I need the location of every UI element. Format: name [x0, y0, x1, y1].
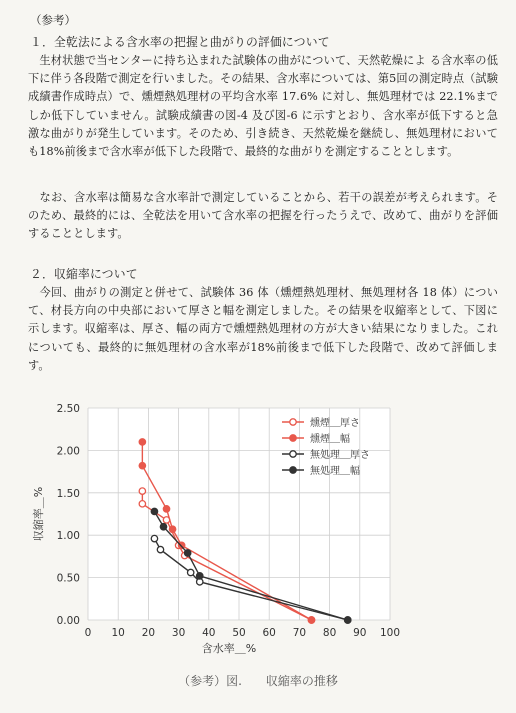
shrinkage-chart [34, 392, 414, 654]
x-tick-label: 70 [292, 627, 307, 639]
data-point [157, 546, 163, 552]
shrinkage-chart-svg [34, 392, 414, 654]
section1-paragraph-2: なお、含水率は簡易な含水率計で測定していることから、若干の誤差が考えられます。そのため、最終的には、全乾法を用いて含水率の把握を行ったうえで、改めて、曲がりを評価することとします。 [28, 191, 498, 241]
data-point [187, 569, 193, 575]
data-point [139, 439, 145, 445]
y-tick-label: 2.00 [56, 445, 80, 458]
section2-paragraph-1: 今回、曲がりの測定と併せて、試験体 36 体（燻煙熱処理材、無処理材各 18 体）について、材長方向の中央部において厚さと幅を測定しました。その結果を収縮率として、下図に示します。収縮率は、厚さ、幅の両方で燻煙熱処理材の方が大きい結果になりました。これについても、最終的に無処理材の含水率が18%前後まで低下した段階で、改めて評価します。 [28, 286, 498, 372]
data-point [169, 526, 175, 532]
legend-label: 燻煙＿厚さ [310, 418, 360, 429]
x-tick-label: 40 [202, 627, 216, 639]
section1-heading: １．全乾法による含水率の把握と曲がりの評価について [30, 35, 330, 49]
legend-marker [290, 435, 296, 441]
data-point [139, 488, 145, 494]
legend-label: 無処理＿幅 [310, 466, 360, 477]
data-point [163, 506, 169, 512]
x-tick-label: 0 [84, 627, 92, 639]
data-point [345, 617, 351, 623]
legend-marker [290, 451, 296, 457]
y-tick-label: 0.50 [56, 572, 80, 585]
x-tick-label: 20 [141, 627, 156, 639]
x-tick-label: 10 [111, 627, 125, 639]
data-point [151, 508, 157, 514]
y-tick-label: 2.50 [56, 403, 80, 415]
data-point [197, 573, 203, 579]
section2-heading: ２．収縮率について [30, 267, 138, 281]
x-tick-label: 90 [353, 627, 367, 639]
data-point [160, 524, 166, 530]
x-tick-label: 100 [379, 627, 401, 639]
legend-marker [290, 419, 296, 425]
y-tick-label: 0.00 [56, 615, 80, 627]
y-tick-label: 1.50 [56, 487, 80, 500]
x-tick-label: 50 [232, 627, 246, 639]
legend-label: 燻煙＿幅 [310, 434, 350, 445]
figure-caption: （参考）図. 収縮率の推移 [178, 674, 338, 688]
section1-paragraph-1: 生材状態で当センターに持ち込まれた試験体の曲がについて、天然乾燥によ る含水率の低下に伴う各段階で測定を行いました。その結果、含水率については、第5回の測定時点（試験成績書作成時点）で、燻煙熱処理材の平均含水率 17.6% に対し、無処理材では 22.1%までしか低下していません。試験成績書の図-4 及び図-6 に示すとおり、含水率が低下すると急激な曲がりが発生しています。そのため、引き続き、天然乾燥を継続し、無処理材においても18%前後まで含水率が低下した段階で、最終的な曲がりを測定することとします。 [28, 54, 498, 159]
data-point [139, 462, 145, 468]
data-point [184, 550, 190, 556]
y-axis-title: 収縮率＿% [32, 486, 45, 542]
data-point [308, 617, 314, 623]
legend-label: 無処理＿厚さ [310, 450, 370, 461]
x-tick-label: 30 [171, 627, 186, 639]
reference-label: （参考） [30, 13, 76, 27]
x-tick-label: 60 [262, 627, 276, 639]
x-axis-title: 含水率＿% [201, 642, 257, 655]
data-point [139, 501, 145, 507]
legend-marker [290, 467, 296, 473]
data-point [151, 535, 157, 541]
y-tick-label: 1.00 [56, 530, 80, 543]
x-tick-label: 80 [322, 627, 337, 639]
